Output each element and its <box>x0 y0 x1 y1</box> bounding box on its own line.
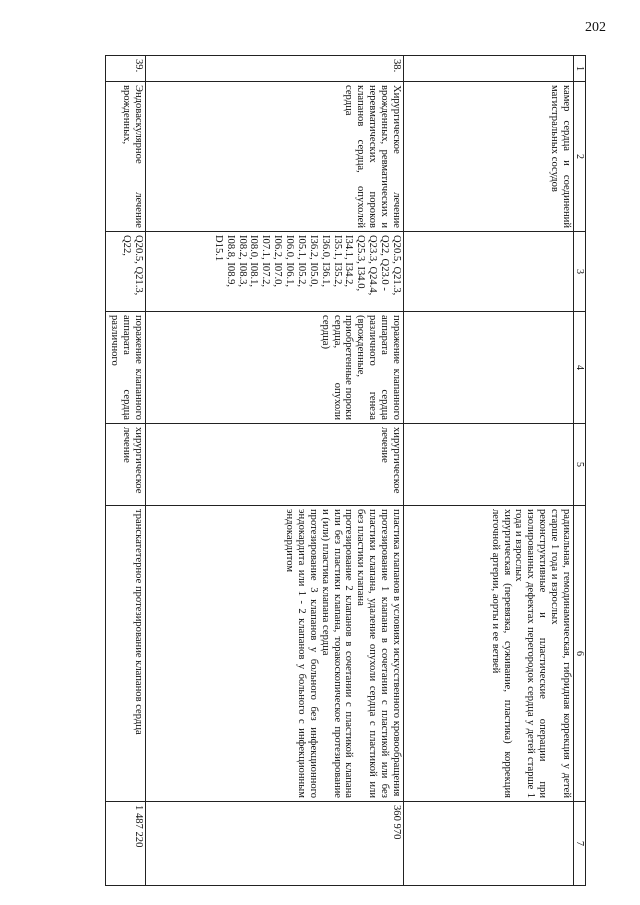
service-name: камер сердца и соединений магистральных сосудов <box>403 82 573 232</box>
treatment-type: хирургическое лечение <box>145 424 403 506</box>
column-header: 7 <box>573 802 585 886</box>
diagnosis: поражение клапанного аппарата сердца различного генеза (врожденные, приобретенные пороки сердца, опухоли сердца) <box>145 312 403 424</box>
treatment-type: хирургическое лечение <box>105 424 145 506</box>
page-number: 202 <box>585 20 606 35</box>
rotated-page-content <box>106 55 586 885</box>
service-name: Эндоваскулярное лечение врожденных, <box>105 82 145 232</box>
column-header: 6 <box>573 506 585 802</box>
row-number: 39. <box>105 56 145 82</box>
cost: 360 970 <box>145 802 403 886</box>
column-number-row <box>573 56 585 886</box>
column-header: 4 <box>573 312 585 424</box>
service-name: Хирургическое лечение врожденных, ревматических и неревматических пороков клапанов сердца, опухолей сердца <box>145 82 403 232</box>
column-header: 2 <box>573 82 585 232</box>
column-header: 5 <box>573 424 585 506</box>
column-header: 1 <box>573 56 585 82</box>
diagnosis <box>403 312 573 424</box>
icd-codes: Q20.5, Q21.3, Q22, Q23.0 - Q23.3, Q24.4, Q25.3, I34.0, I34.1, I34.2, I35.1, I35.2, I36.0, I36.1, I36.2, I05.0, I05.1, I05.2, I06.0, I06.1, I06.2, I07.0, I07.1, I07.2, I08.0, I08.1, I08.2, I08.3, I08.8, I08.9, D15.1 <box>145 232 403 312</box>
table-row <box>105 56 145 886</box>
treatment-type <box>403 424 573 506</box>
row-number <box>403 56 573 82</box>
table-row <box>145 56 403 886</box>
table-row <box>403 56 573 886</box>
treatment-method: радикальная, гемодинамическая, гибридная коррекция у детей старше 1 года и взрослых реконструктивные и пластические операции при изолированных дефектах перегородок сердца у детей старше 1 года и взрослых хирургическая (перевязка, суживание, пластика) коррекция легочной артерии, аорты и ее ветвей <box>403 506 573 802</box>
diagnosis: поражение клапанного аппарата сердца различного <box>105 312 145 424</box>
icd-codes: Q20.5, Q21.3, Q22, <box>105 232 145 312</box>
services-table <box>105 55 586 886</box>
treatment-method: пластика клапанов в условиях искусственного кровообращения протезирование 1 клапана в сочетании с пластикой или без пластики клапана, удаление опухоли сердца с пластикой или без пластики клапана протезирование 2 клапанов в сочетании с пластикой клапана или без пластики клапана, торакоскопическое протезирование и (или) пластика клапана сердца протезирование 3 клапанов у больного без инфекционного эндокардита или 1 - 2 клапанов у больного с инфекционным эндокардитом <box>145 506 403 802</box>
cost <box>403 802 573 886</box>
column-header: 3 <box>573 232 585 312</box>
row-number: 38. <box>145 56 403 82</box>
icd-codes <box>403 232 573 312</box>
cost: 1 487 220 <box>105 802 145 886</box>
treatment-method: транскатетерное протезирование клапанов сердца <box>105 506 145 802</box>
